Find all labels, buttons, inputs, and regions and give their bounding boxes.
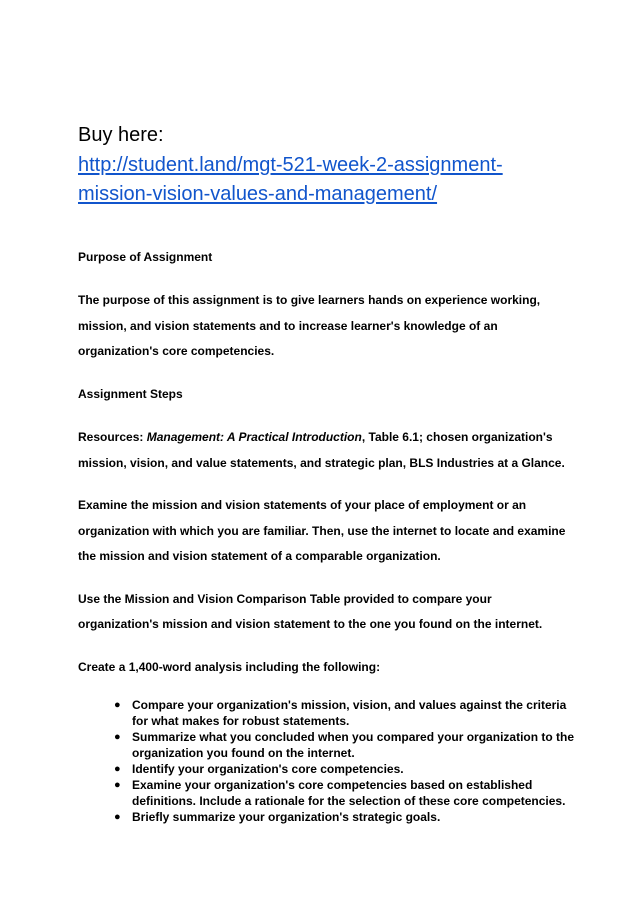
steps-heading: Assignment Steps xyxy=(78,387,183,401)
list-item-text: Identify your organization's core competencies. xyxy=(132,762,404,776)
list-item-text: Briefly summarize your organization's strategic goals. xyxy=(132,810,441,824)
compare-line-1: Use the Mission and Vision Comparison Table provided to compare your xyxy=(78,592,492,606)
list-item xyxy=(78,809,578,825)
buy-here-label: Buy here: xyxy=(78,124,164,146)
resources-line-2: mission, vision, and value statements, and strategic plan, BLS Industries at a Glance. xyxy=(78,456,565,470)
analysis-intro: Create a 1,400-word analysis including the following: xyxy=(78,660,381,674)
list-item-text: Summarize what you concluded when you compared your organization to the organization you found on the internet. xyxy=(132,730,575,760)
purpose-heading: Purpose of Assignment xyxy=(78,250,213,264)
resources-line-1 xyxy=(78,429,553,445)
purchase-link[interactable]: http://student.land/mgt-521-week-2-assignment-mission-vision-values-and-management/ xyxy=(78,154,503,205)
purpose-line-2: mission, and vision statements and to increase learner's knowledge of an xyxy=(78,319,498,333)
criteria-list xyxy=(78,697,578,825)
bullet-icon: ● xyxy=(114,731,121,743)
list-item xyxy=(78,761,578,777)
resources-book-title: Management: A Practical Introduction xyxy=(146,430,362,444)
bullet-icon: ● xyxy=(114,763,121,775)
examine-line-3: the mission and vision statement of a comparable organization. xyxy=(78,549,441,563)
resources-rest: , Table 6.1; chosen organization's xyxy=(361,430,553,444)
examine-line-2: organization with which you are familiar. Then, use the internet to locate and examine xyxy=(78,524,566,538)
bullet-icon: ● xyxy=(114,811,121,823)
resources-label: Resources: xyxy=(78,430,147,444)
list-item xyxy=(78,777,578,809)
list-item xyxy=(78,729,578,761)
list-item-text: Compare your organization's mission, vision, and values against the criteria for what makes for robust statements. xyxy=(132,698,567,728)
list-item xyxy=(78,697,578,729)
compare-line-2: organization's mission and vision statement to the one you found on the internet. xyxy=(78,617,543,631)
bullet-icon: ● xyxy=(114,699,121,711)
list-item-text: Examine your organization's core competencies based on established definitions. Include a rationale for the selection of these core competencies. xyxy=(132,778,566,808)
purpose-line-1: The purpose of this assignment is to give learners hands on experience working, xyxy=(78,293,541,307)
bullet-icon: ● xyxy=(114,779,121,791)
purpose-line-3: organization's core competencies. xyxy=(78,344,275,358)
examine-line-1: Examine the mission and vision statements of your place of employment or an xyxy=(78,498,527,512)
